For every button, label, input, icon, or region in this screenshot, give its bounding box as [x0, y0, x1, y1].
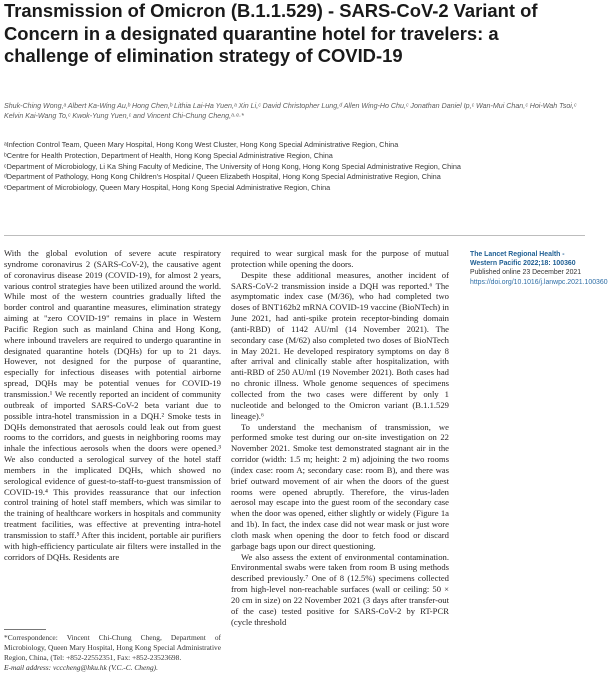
body-column-left	[4, 248, 221, 562]
body-paragraph: We also assess the extent of environmental contamination. Environmental swabs were taken from room B using methods described previously.⁷ One of 8 (12.5%) specimens collected from high-level non-reachable surfaces (wall or ceiling: 50 × 20 cm in size) on 22 November 2021 (3 days after transfer-out of the case) tested positive for SARS-CoV-2 by RT-PCR (cycle threshold	[231, 551, 449, 627]
publication-date: Published online 23 December 2021	[470, 269, 582, 277]
doi-link[interactable]: https://doi.org/10.1016/j.lanwpc.2021.100360	[470, 278, 608, 286]
footnote-divider	[4, 629, 46, 630]
body-paragraph: required to wear surgical mask for the purpose of mutual protection while opening the doors.	[231, 248, 449, 269]
journal-sidebar	[470, 250, 608, 287]
affiliation-c: ᶜDepartment of Microbiology, Li Ka Shing Faculty of Medicine, The University of Hong Kong, Hong Kong Special Administrative Region, China	[4, 161, 461, 171]
body-paragraph: To understand the mechanism of transmission, we performed smoke test during our on-site investigation on 22 November 2021. Smoke test demonstrated stagnant air in the corridor (width: 1.5 m; height: 2 m) adjoining the two rooms (index case: room A; secondary case: room B), and there was brief outward movement of air when the doors of the guest rooms were opened abruptly. Therefore, the virus-laden aerosol may escape into the guest room of the secondary case when the door was opened, either slightly or widely (Figure 1a and 1b). In fact, the index case did not wear mask or just wore cloth mask when opening the door to fetch food or discard garbage bags upon our direct questioning.	[231, 421, 449, 551]
correspondence-text: *Correspondence: Vincent Chi-Chung Cheng, Department of Microbiology, Queen Mary Hospital, Hong Kong Special Administrative Region, China, (Tel: +852-22552351, Fax: +852-23523698.	[4, 633, 221, 662]
email-address[interactable]: E-mail address: vcccheng@hku.hk (V.C.-C. Cheng).	[4, 662, 158, 672]
body-paragraph: Despite these additional measures, another incident of SARS-CoV-2 transmission inside a DQH was reported.⁶ The asymptomatic index case (M/36), who had completed two doses of BNT162b2 mRNA COVID-19 vaccine (BioNTech) in June 2021, had anti-spike protein receptor-binding domain (anti-RBD) of 1142 AU/ml (14 November 2021). The secondary case (M/62) also completed two doses of BioNTech in May 2021. He developed respiratory symptoms on day 8 after arrival and clinically stable after hospitalization, with anti-RBD of 250 AU/ml (19 November 2021). Both cases had no chronic illness. Whole genome sequences of specimens collected from the two cases were different by only 1 nucleotide and belonged to the Omicron variant (B.1.1.529 lineage).⁶	[231, 269, 449, 421]
article-title: Transmission of Omicron (B.1.1.529) - SARS-CoV-2 Variant of Concern in a designated quarantine hotel for travelers: a challenge of elimination strategy of COVID-19	[4, 0, 538, 66]
correspondence-footnote	[4, 633, 221, 673]
affiliation-b: ᵇCentre for Health Protection, Department of Health, Hong Kong Special Administrative Region, China	[4, 150, 333, 160]
journal-citation: The Lancet Regional Health - Western Pacific 2022;18: 100360	[470, 251, 576, 268]
author-list: Shuk-Ching Wong,ᵃ Albert Ka-Wing Au,ᵇ Hong Chen,ᵇ Lithia Lai-Ha Yuen,ᵃ Xin Li,ᶜ David Christopher Lung,ᵈ Allen Wing-Ho Chu,ᶜ Jonathan Daniel Ip,ᶜ Wan-Mui Chan,ᶜ Hoi-Wah Tsoi,ᶜ Kelvin Kai-Wang To,ᶜ Kwok-Yung Yuen,ᶜ and Vincent Chi-Chung Cheng,ᵃ·ᵉ·*	[4, 102, 577, 121]
divider	[4, 235, 585, 236]
affiliation-a: ᵃInfection Control Team, Queen Mary Hospital, Hong Kong West Cluster, Hong Kong Special Administrative Region, China	[4, 140, 399, 149]
body-column-right	[231, 248, 449, 628]
body-paragraph: With the global evolution of severe acute respiratory syndrome coronavirus 2 (SARS-CoV-2), the causative agent of coronavirus disease 2019 (COVID-19), for almost 2 years, various control strategies have been utilized around the world. While most of the western countries gradually lifted the border control and quarantine measures, elimination strategy aiming at "zero COVID-19" remains in place in Western Pacific Region such as mainland China and Hong Kong, where inbound travelers are required to undergo quarantine in designated quarantine hotels (DQHs) for up to 21 days. However, not designed for the purpose of quarantine, especially for infectious diseases with potential airborne spread, DQHs may be potential venues for COVID-19 transmission.¹ We recently reported an incident of community outbreak of imported SARS-CoV-2 beta variant due to possible intra-hotel transmission in a DQH.² Smoke tests in DQHs demonstrated that aerosols could leak out from guest rooms to the corridors, and guests in neighboring rooms may inhale the infectious aerosols when the doors were opened.³ We also conducted a serological survey of the hotel staff members in the implicated DQHs, which showed no serological evidence of guest-to-staff-to-guest transmission of COVID-19.⁴ This provides reassurance that our infection control training of hotel staff members, which was similar to the training of healthcare workers in hospitals and community treatment facilities, was effective at preventing intra-hotel transmission to staff.⁵ After this incident, portable air purifiers with high-efficiency particulate air filters were installed in the corridors of DQHs. Residents are	[4, 248, 221, 562]
affiliations	[4, 140, 584, 194]
affiliation-e: ᵉDepartment of Microbiology, Queen Mary Hospital, Hong Kong Special Administrative Region, China	[4, 183, 331, 193]
affiliation-d: ᵈDepartment of Pathology, Hong Kong Children's Hospital / Queen Elizabeth Hospital, Hong Kong Special Administrative Region, China	[4, 172, 441, 182]
